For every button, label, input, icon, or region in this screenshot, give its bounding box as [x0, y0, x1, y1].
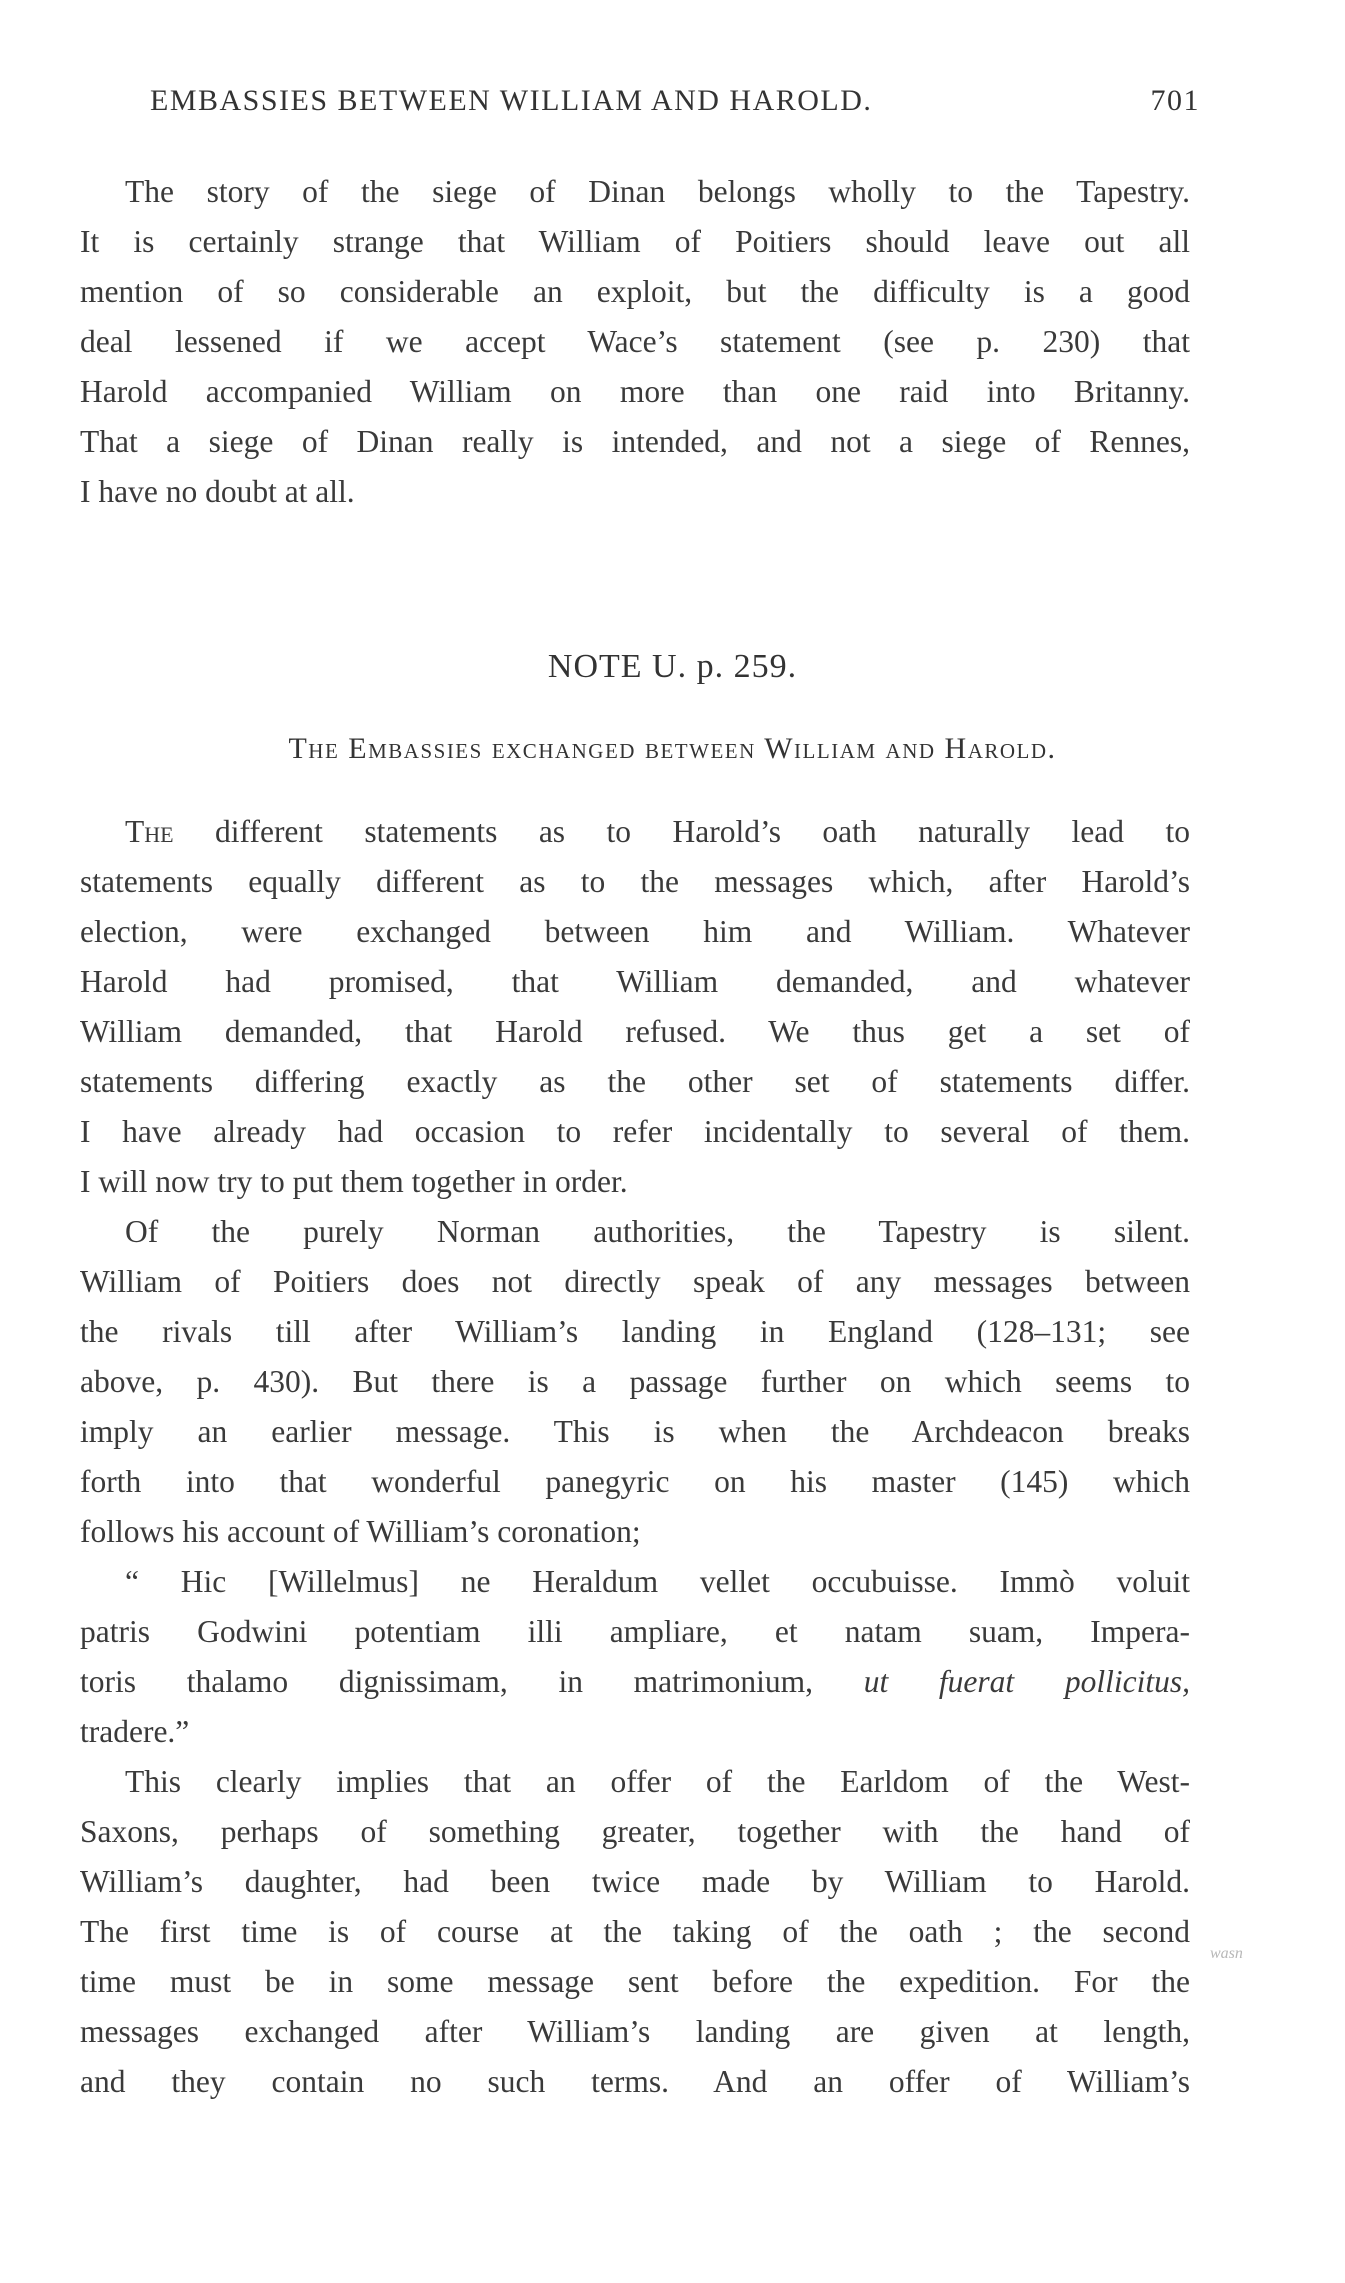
text-line: That a siege of Dinan really is intended, and not a siege of Rennes, [80, 424, 1190, 459]
text-line: statements differing exactly as the other set of statements differ. [80, 1064, 1190, 1099]
note-heading: NOTE U. p. 259. [547, 648, 798, 685]
text-line: “ Hic [Willelmus] ne Heraldum vellet occubuisse. Immò voluit [125, 1564, 1190, 1599]
text-line-start: toris thalamo dignissimam, in matrimonium, [80, 1664, 864, 1699]
text-line: It is certainly strange that William of Poitiers should leave out all [80, 224, 1190, 259]
text-line: I have no doubt at all. [80, 474, 355, 509]
text-line: William demanded, that Harold refused. We thus get a set of [80, 1014, 1190, 1049]
marginal-annotation: wasn [1210, 1945, 1243, 1962]
text-line: and they contain no such terms. And an offer of William’s [80, 2064, 1190, 2099]
running-head [150, 84, 1200, 124]
text-line: above, p. 430). But there is a passage further on which seems to [80, 1364, 1190, 1399]
italic-phrase: ut fuerat pollicitus, [863, 1664, 1190, 1699]
text-line: tradere.” [80, 1714, 190, 1749]
text-line [80, 1662, 1190, 1702]
text-line [125, 812, 1190, 852]
text-line: Of the purely Norman authorities, the Tapestry is silent. [125, 1214, 1190, 1249]
text-line: follows his account of William’s coronation; [80, 1514, 641, 1549]
text-line: messages exchanged after William’s landing are given at length, [80, 2014, 1190, 2049]
text-line: imply an earlier message. This is when the Archdeacon breaks [80, 1414, 1190, 1449]
text-line: patris Godwini potentiam illi ampliare, et natam suam, Impera- [80, 1614, 1190, 1649]
text-line: This clearly implies that an offer of the Earldom of the West- [125, 1764, 1190, 1799]
text-line: I have already had occasion to refer incidentally to several of them. [80, 1114, 1190, 1149]
text-line: William of Poitiers does not directly speak of any messages between [80, 1264, 1190, 1299]
text-line: Saxons, perhaps of something greater, together with the hand of [80, 1814, 1190, 1849]
text-line: forth into that wonderful panegyric on his master (145) which [80, 1464, 1190, 1499]
text-line: Harold had promised, that William demanded, and whatever [80, 964, 1190, 999]
text-line: The first time is of course at the taking of the oath ; the second [80, 1914, 1190, 1949]
page-number: 701 [1150, 84, 1200, 117]
text-line-rest: different statements as to Harold’s oath naturally lead to [173, 814, 1190, 849]
text-line: William’s daughter, had been twice made by William to Harold. [80, 1864, 1190, 1899]
drop-word: The [125, 814, 174, 849]
text-line: I will now try to put them together in order. [80, 1164, 628, 1199]
running-head-title: EMBASSIES BETWEEN WILLIAM AND HAROLD. [150, 84, 873, 117]
text-line: election, were exchanged between him and William. Whatever [80, 914, 1190, 949]
text-line: Harold accompanied William on more than one raid into Britanny. [80, 374, 1190, 409]
text-line: deal lessened if we accept Wace’s statement (see p. 230) that [80, 324, 1190, 359]
text-line: The story of the siege of Dinan belongs wholly to the Tapestry. [125, 174, 1190, 209]
text-line: the rivals till after William’s landing in England (128–131; see [80, 1314, 1190, 1349]
text-line: statements equally different as to the messages which, after Harold’s [80, 864, 1190, 899]
note-subheading: The Embassies exchanged between William and Harold. [288, 732, 1057, 765]
text-line: mention of so considerable an exploit, but the difficulty is a good [80, 274, 1190, 309]
text-line: time must be in some message sent before the expedition. For the [80, 1964, 1190, 1999]
